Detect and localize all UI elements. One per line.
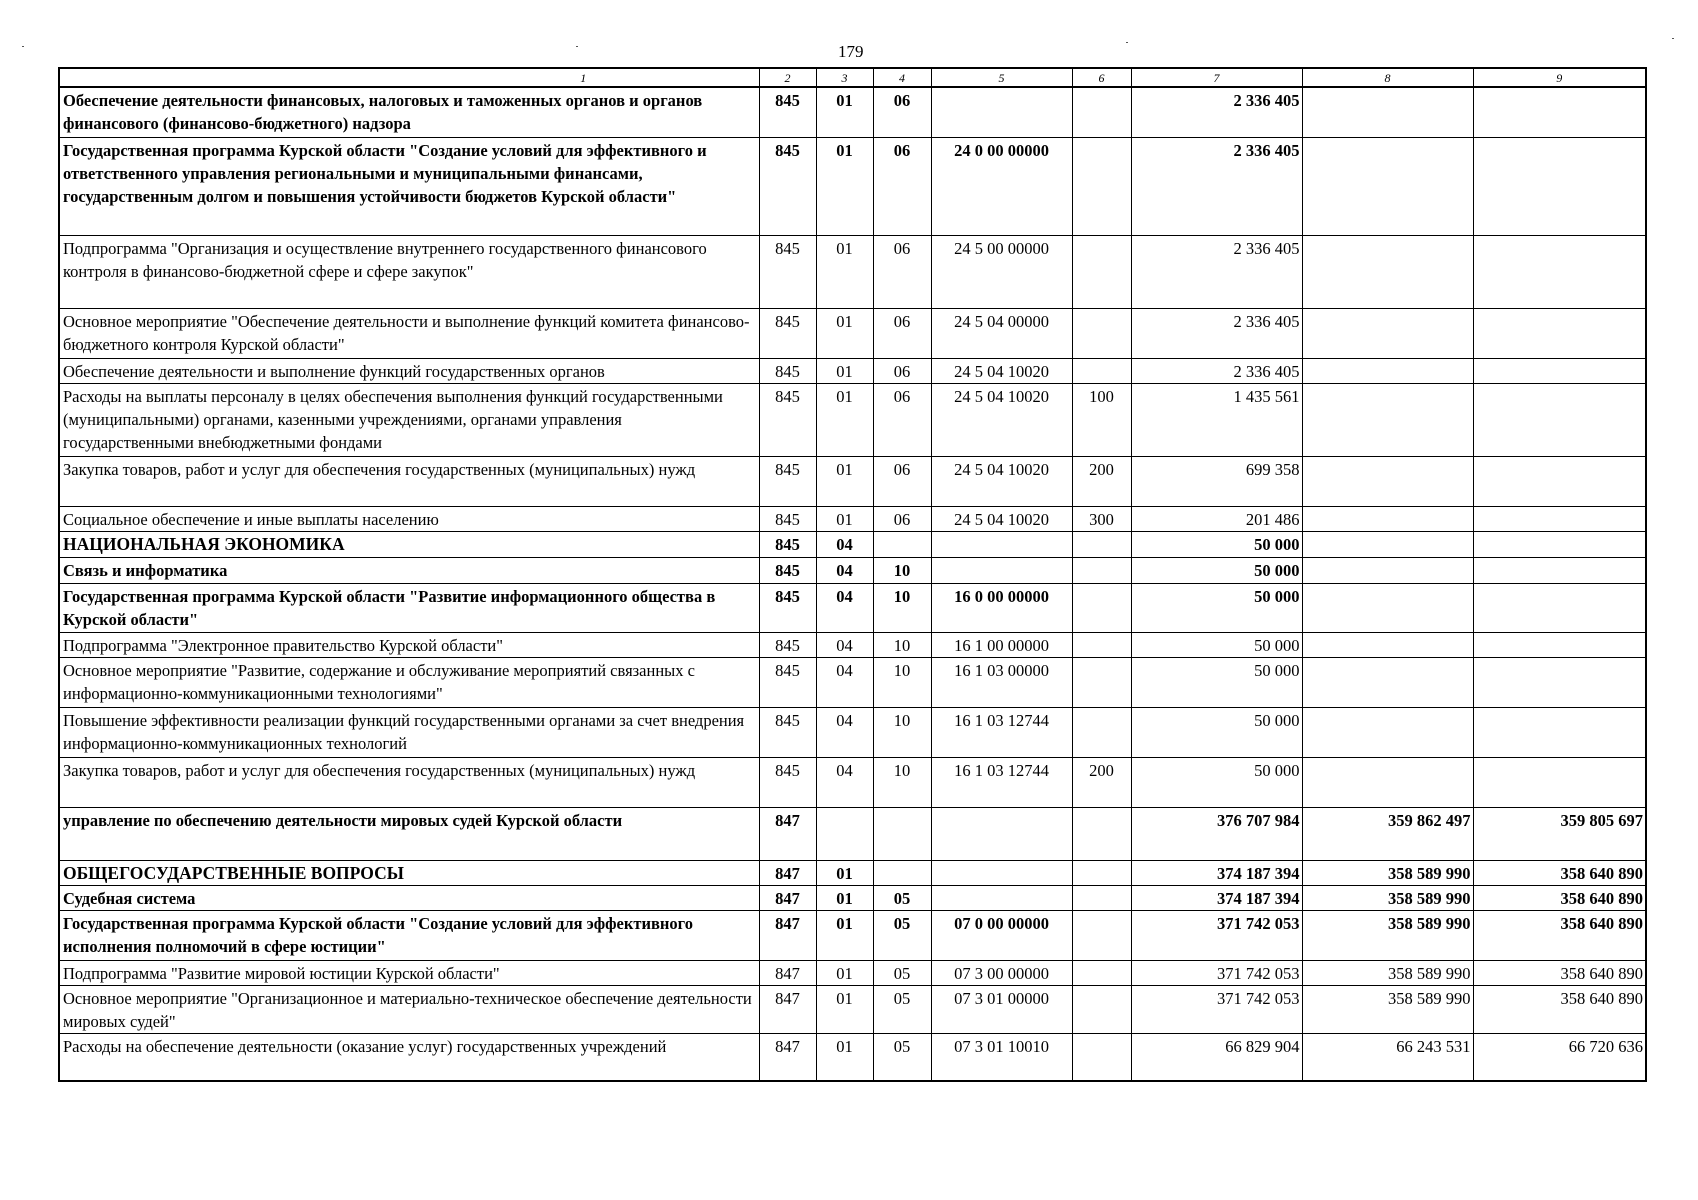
amount-cell: 2 336 405 xyxy=(1131,235,1302,308)
code-cell: 845 xyxy=(759,137,816,235)
code-cell: 845 xyxy=(759,632,816,657)
amount-cell xyxy=(1302,531,1473,557)
code-cell: 05 xyxy=(873,910,931,960)
table-row xyxy=(59,358,1646,383)
amount-cell: 371 742 053 xyxy=(1131,910,1302,960)
code-cell: 01 xyxy=(816,358,873,383)
code-cell: 845 xyxy=(759,707,816,757)
code-cell xyxy=(1072,583,1131,632)
row-name-cell: Подпрограмма "Развитие мировой юстиции Курской области" xyxy=(59,960,759,985)
code-cell: 24 5 04 00000 xyxy=(931,308,1072,358)
amount-cell xyxy=(1473,137,1646,235)
code-cell xyxy=(873,860,931,885)
code-cell xyxy=(1072,557,1131,583)
code-cell: 24 5 00 00000 xyxy=(931,235,1072,308)
amount-cell xyxy=(1473,757,1646,807)
amount-cell xyxy=(1473,308,1646,358)
amount-cell: 371 742 053 xyxy=(1131,985,1302,1033)
column-number: 1 xyxy=(59,68,759,87)
code-cell: 04 xyxy=(816,632,873,657)
code-cell xyxy=(1072,87,1131,137)
code-cell: 01 xyxy=(816,383,873,456)
code-cell xyxy=(1072,985,1131,1033)
amount-cell: 359 862 497 xyxy=(1302,807,1473,860)
table-row xyxy=(59,308,1646,358)
code-cell xyxy=(931,807,1072,860)
code-cell: 05 xyxy=(873,1033,931,1081)
amount-cell: 699 358 xyxy=(1131,456,1302,506)
code-cell xyxy=(1072,910,1131,960)
row-name-cell: Обеспечение деятельности и выполнение функций государственных органов xyxy=(59,358,759,383)
amount-cell: 358 589 990 xyxy=(1302,910,1473,960)
amount-cell xyxy=(1473,583,1646,632)
code-cell: 07 3 00 00000 xyxy=(931,960,1072,985)
amount-cell xyxy=(1302,383,1473,456)
table-row xyxy=(59,807,1646,860)
table-row xyxy=(59,87,1646,137)
column-number-row xyxy=(59,68,1646,87)
code-cell: 01 xyxy=(816,137,873,235)
row-name-cell: Государственная программа Курской области "Создание условий для эффективного и ответственного управления региональными и муниципальными финансами, государственным долгом и повышения устойчивости бюджетов Курской области" xyxy=(59,137,759,235)
amount-cell: 2 336 405 xyxy=(1131,137,1302,235)
row-name-cell: ОБЩЕГОСУДАРСТВЕННЫЕ ВОПРОСЫ xyxy=(59,860,759,885)
amount-cell: 358 589 990 xyxy=(1302,985,1473,1033)
code-cell: 06 xyxy=(873,358,931,383)
code-cell: 845 xyxy=(759,531,816,557)
amount-cell: 50 000 xyxy=(1131,531,1302,557)
code-cell xyxy=(1072,1033,1131,1081)
row-name-cell: управление по обеспечению деятельности мировых судей Курской области xyxy=(59,807,759,860)
amount-cell: 66 243 531 xyxy=(1302,1033,1473,1081)
row-name-cell: Подпрограмма "Электронное правительство Курской области" xyxy=(59,632,759,657)
code-cell xyxy=(1072,807,1131,860)
code-cell: 04 xyxy=(816,583,873,632)
code-cell xyxy=(1072,632,1131,657)
amount-cell: 358 640 890 xyxy=(1473,910,1646,960)
table-row xyxy=(59,235,1646,308)
code-cell: 16 1 03 00000 xyxy=(931,657,1072,707)
row-name-cell: Государственная программа Курской области "Развитие информационного общества в Курской области" xyxy=(59,583,759,632)
amount-cell xyxy=(1473,531,1646,557)
code-cell: 845 xyxy=(759,456,816,506)
code-cell: 04 xyxy=(816,707,873,757)
code-cell: 845 xyxy=(759,657,816,707)
code-cell: 01 xyxy=(816,506,873,531)
row-name-cell: Связь и информатика xyxy=(59,557,759,583)
column-number: 9 xyxy=(1473,68,1646,87)
code-cell: 100 xyxy=(1072,383,1131,456)
row-name-cell: НАЦИОНАЛЬНАЯ ЭКОНОМИКА xyxy=(59,531,759,557)
amount-cell xyxy=(1473,657,1646,707)
code-cell: 10 xyxy=(873,707,931,757)
amount-cell: 358 589 990 xyxy=(1302,885,1473,910)
table-row xyxy=(59,985,1646,1033)
code-cell: 847 xyxy=(759,960,816,985)
amount-cell xyxy=(1302,456,1473,506)
row-name-cell: Расходы на обеспечение деятельности (оказание услуг) государственных учреждений xyxy=(59,1033,759,1081)
row-name-cell: Основное мероприятие "Развитие, содержание и обслуживание мероприятий связанных с информационно-коммуникационными технологиями" xyxy=(59,657,759,707)
amount-cell xyxy=(1302,506,1473,531)
code-cell: 07 0 00 00000 xyxy=(931,910,1072,960)
amount-cell: 50 000 xyxy=(1131,757,1302,807)
code-cell xyxy=(931,87,1072,137)
column-number: 3 xyxy=(816,68,873,87)
table-row xyxy=(59,531,1646,557)
row-name-cell: Обеспечение деятельности финансовых, налоговых и таможенных органов и органов финансового (финансово-бюджетного) надзора xyxy=(59,87,759,137)
code-cell: 06 xyxy=(873,456,931,506)
code-cell: 845 xyxy=(759,583,816,632)
code-cell: 24 5 04 10020 xyxy=(931,383,1072,456)
amount-cell xyxy=(1302,632,1473,657)
table-row xyxy=(59,860,1646,885)
row-name-cell: Основное мероприятие "Обеспечение деятельности и выполнение функций комитета финансово-бюджетного контроля Курской области" xyxy=(59,308,759,358)
code-cell xyxy=(931,531,1072,557)
amount-cell xyxy=(1473,383,1646,456)
code-cell xyxy=(1072,707,1131,757)
amount-cell xyxy=(1302,235,1473,308)
code-cell: 06 xyxy=(873,87,931,137)
code-cell: 845 xyxy=(759,308,816,358)
code-cell: 06 xyxy=(873,383,931,456)
amount-cell xyxy=(1473,456,1646,506)
scan-speck xyxy=(1126,42,1128,43)
code-cell xyxy=(1072,860,1131,885)
table-body xyxy=(59,68,1646,1081)
code-cell: 16 1 03 12744 xyxy=(931,757,1072,807)
code-cell: 300 xyxy=(1072,506,1131,531)
code-cell: 847 xyxy=(759,1033,816,1081)
column-number: 2 xyxy=(759,68,816,87)
amount-cell xyxy=(1302,87,1473,137)
column-number: 7 xyxy=(1131,68,1302,87)
code-cell: 06 xyxy=(873,137,931,235)
amount-cell xyxy=(1302,657,1473,707)
row-name-cell: Социальное обеспечение и иные выплаты населению xyxy=(59,506,759,531)
amount-cell: 50 000 xyxy=(1131,557,1302,583)
code-cell xyxy=(1072,358,1131,383)
code-cell: 24 5 04 10020 xyxy=(931,456,1072,506)
code-cell: 01 xyxy=(816,885,873,910)
amount-cell xyxy=(1473,557,1646,583)
amount-cell xyxy=(1473,87,1646,137)
code-cell xyxy=(931,885,1072,910)
code-cell xyxy=(1072,137,1131,235)
code-cell: 10 xyxy=(873,757,931,807)
code-cell xyxy=(1072,235,1131,308)
amount-cell: 371 742 053 xyxy=(1131,960,1302,985)
amount-cell xyxy=(1473,235,1646,308)
amount-cell: 50 000 xyxy=(1131,707,1302,757)
page-number: 179 xyxy=(838,42,864,61)
code-cell: 847 xyxy=(759,985,816,1033)
code-cell: 01 xyxy=(816,456,873,506)
code-cell xyxy=(931,557,1072,583)
column-number: 5 xyxy=(931,68,1072,87)
amount-cell: 358 589 990 xyxy=(1302,860,1473,885)
amount-cell: 2 336 405 xyxy=(1131,358,1302,383)
code-cell: 05 xyxy=(873,885,931,910)
amount-cell: 50 000 xyxy=(1131,657,1302,707)
code-cell: 10 xyxy=(873,632,931,657)
column-number: 4 xyxy=(873,68,931,87)
code-cell xyxy=(873,807,931,860)
row-name-cell: Повышение эффективности реализации функций государственными органами за счет внедрения информационно-коммуникационных технологий xyxy=(59,707,759,757)
code-cell: 01 xyxy=(816,985,873,1033)
scan-speck xyxy=(576,46,578,47)
code-cell: 845 xyxy=(759,383,816,456)
code-cell xyxy=(1072,531,1131,557)
code-cell: 06 xyxy=(873,506,931,531)
code-cell: 07 3 01 10010 xyxy=(931,1033,1072,1081)
code-cell: 200 xyxy=(1072,757,1131,807)
code-cell: 07 3 01 00000 xyxy=(931,985,1072,1033)
code-cell: 01 xyxy=(816,235,873,308)
amount-cell: 358 640 890 xyxy=(1473,985,1646,1033)
code-cell: 01 xyxy=(816,910,873,960)
code-cell: 01 xyxy=(816,308,873,358)
amount-cell: 50 000 xyxy=(1131,632,1302,657)
table-row xyxy=(59,383,1646,456)
table-row xyxy=(59,657,1646,707)
table-row xyxy=(59,885,1646,910)
code-cell xyxy=(1072,960,1131,985)
table-row xyxy=(59,910,1646,960)
code-cell xyxy=(931,860,1072,885)
amount-cell xyxy=(1473,358,1646,383)
code-cell: 01 xyxy=(816,1033,873,1081)
code-cell xyxy=(1072,657,1131,707)
amount-cell: 2 336 405 xyxy=(1131,308,1302,358)
code-cell: 845 xyxy=(759,87,816,137)
amount-cell xyxy=(1302,557,1473,583)
code-cell: 200 xyxy=(1072,456,1131,506)
amount-cell: 201 486 xyxy=(1131,506,1302,531)
row-name-cell: Расходы на выплаты персоналу в целях обеспечения выполнения функций государственными (муниципальными) органами, казенными учреждениями, органами управления государственными внебюджетными фондами xyxy=(59,383,759,456)
amount-cell xyxy=(1302,358,1473,383)
table-row xyxy=(59,632,1646,657)
code-cell: 16 1 00 00000 xyxy=(931,632,1072,657)
amount-cell xyxy=(1473,506,1646,531)
code-cell: 845 xyxy=(759,506,816,531)
table-row xyxy=(59,583,1646,632)
code-cell: 24 0 00 00000 xyxy=(931,137,1072,235)
column-number: 6 xyxy=(1072,68,1131,87)
table-row xyxy=(59,707,1646,757)
amount-cell xyxy=(1302,707,1473,757)
row-name-cell: Государственная программа Курской области "Создание условий для эффективного исполнения полномочий в сфере юстиции" xyxy=(59,910,759,960)
amount-cell xyxy=(1302,757,1473,807)
table-row xyxy=(59,1033,1646,1081)
code-cell: 06 xyxy=(873,235,931,308)
amount-cell: 374 187 394 xyxy=(1131,885,1302,910)
code-cell xyxy=(1072,885,1131,910)
code-cell: 10 xyxy=(873,583,931,632)
code-cell: 06 xyxy=(873,308,931,358)
code-cell: 16 0 00 00000 xyxy=(931,583,1072,632)
column-number: 8 xyxy=(1302,68,1473,87)
amount-cell: 2 336 405 xyxy=(1131,87,1302,137)
scan-speck xyxy=(22,46,24,47)
amount-cell xyxy=(1473,707,1646,757)
code-cell: 10 xyxy=(873,557,931,583)
code-cell xyxy=(873,531,931,557)
amount-cell: 358 640 890 xyxy=(1473,885,1646,910)
table-row xyxy=(59,960,1646,985)
amount-cell xyxy=(1473,632,1646,657)
amount-cell xyxy=(1302,308,1473,358)
code-cell: 01 xyxy=(816,87,873,137)
code-cell: 845 xyxy=(759,358,816,383)
amount-cell: 358 640 890 xyxy=(1473,860,1646,885)
code-cell: 05 xyxy=(873,985,931,1033)
code-cell: 845 xyxy=(759,235,816,308)
code-cell xyxy=(816,807,873,860)
amount-cell: 374 187 394 xyxy=(1131,860,1302,885)
code-cell: 01 xyxy=(816,860,873,885)
row-name-cell: Закупка товаров, работ и услуг для обеспечения государственных (муниципальных) нужд xyxy=(59,456,759,506)
row-name-cell: Подпрограмма "Организация и осуществление внутреннего государственного финансового контроля в финансово-бюджетной сфере и сфере закупок" xyxy=(59,235,759,308)
amount-cell xyxy=(1302,137,1473,235)
code-cell: 04 xyxy=(816,757,873,807)
row-name-cell: Основное мероприятие "Организационное и материально-техническое обеспечение деятельности мировых судей" xyxy=(59,985,759,1033)
row-name-cell: Судебная система xyxy=(59,885,759,910)
code-cell: 847 xyxy=(759,910,816,960)
code-cell: 04 xyxy=(816,531,873,557)
amount-cell: 1 435 561 xyxy=(1131,383,1302,456)
code-cell xyxy=(1072,308,1131,358)
table-row xyxy=(59,557,1646,583)
code-cell: 04 xyxy=(816,557,873,583)
amount-cell xyxy=(1302,583,1473,632)
amount-cell: 358 589 990 xyxy=(1302,960,1473,985)
code-cell: 05 xyxy=(873,960,931,985)
code-cell: 847 xyxy=(759,860,816,885)
code-cell: 845 xyxy=(759,557,816,583)
amount-cell: 358 640 890 xyxy=(1473,960,1646,985)
code-cell: 10 xyxy=(873,657,931,707)
code-cell: 847 xyxy=(759,885,816,910)
code-cell: 24 5 04 10020 xyxy=(931,506,1072,531)
amount-cell: 66 720 636 xyxy=(1473,1033,1646,1081)
budget-table xyxy=(58,67,1647,1082)
row-name-cell: Закупка товаров, работ и услуг для обеспечения государственных (муниципальных) нужд xyxy=(59,757,759,807)
amount-cell: 66 829 904 xyxy=(1131,1033,1302,1081)
amount-cell: 50 000 xyxy=(1131,583,1302,632)
code-cell: 01 xyxy=(816,960,873,985)
table-row xyxy=(59,757,1646,807)
table-row xyxy=(59,137,1646,235)
table-row xyxy=(59,506,1646,531)
scan-speck xyxy=(1672,38,1674,39)
table-row xyxy=(59,456,1646,506)
code-cell: 845 xyxy=(759,757,816,807)
code-cell: 16 1 03 12744 xyxy=(931,707,1072,757)
code-cell: 24 5 04 10020 xyxy=(931,358,1072,383)
code-cell: 847 xyxy=(759,807,816,860)
amount-cell: 359 805 697 xyxy=(1473,807,1646,860)
code-cell: 04 xyxy=(816,657,873,707)
amount-cell: 376 707 984 xyxy=(1131,807,1302,860)
